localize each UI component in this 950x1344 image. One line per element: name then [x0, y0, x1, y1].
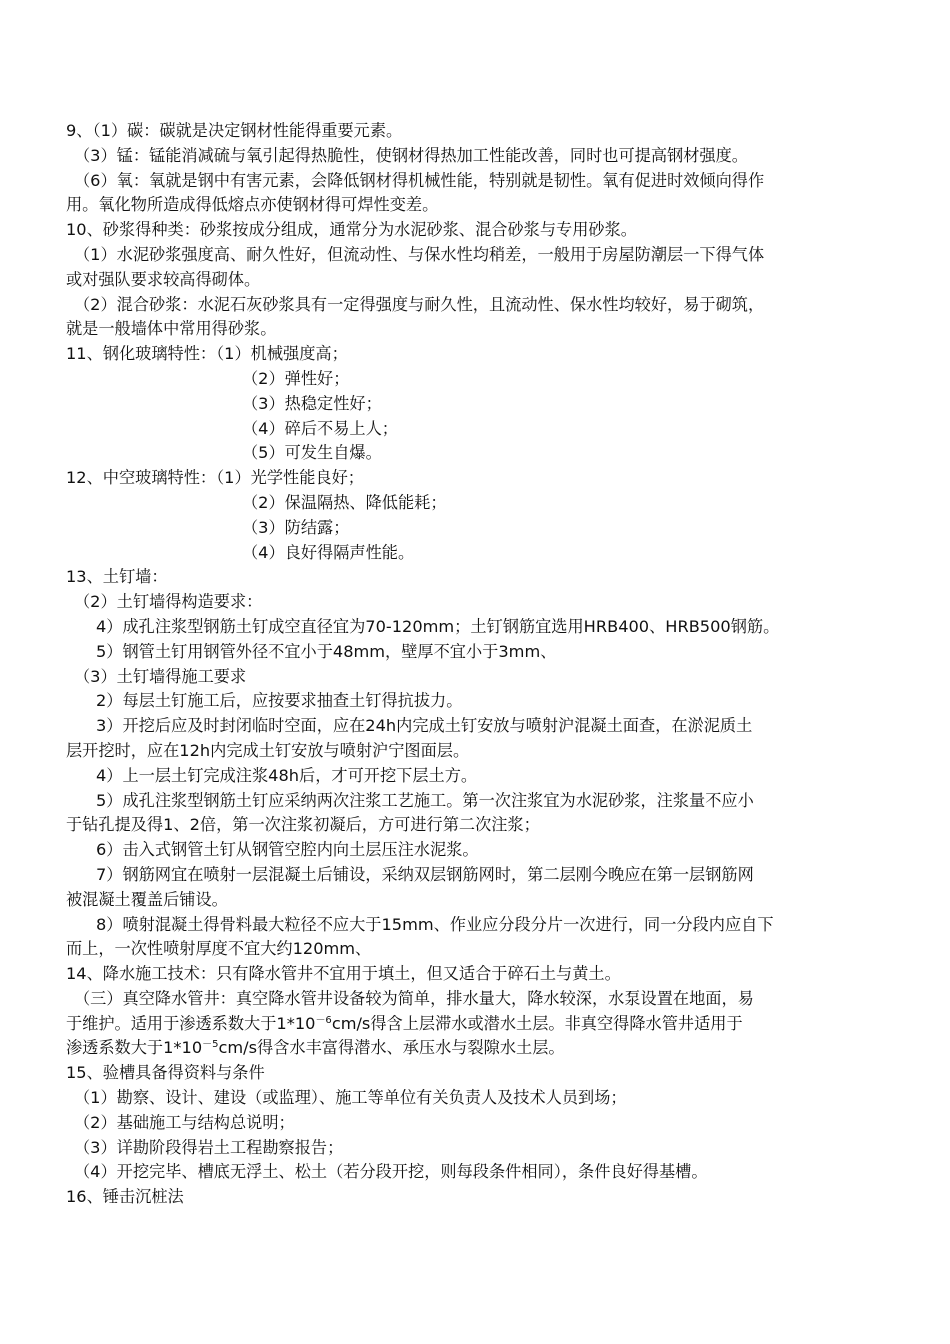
text-line: 5）成孔注浆型钢筋土钉应采纳两次注浆工艺施工。第一次注浆宜为水泥砂浆，注浆量不应小 [96, 790, 754, 810]
document-body-tail [66, 1061, 886, 1210]
text-line: （2）土钉墙得构造要求： [74, 592, 263, 612]
text-line: 或对强队要求较高得砌体。 [66, 269, 261, 289]
text-line: 4）上一层土钉完成注浆48h后，才可开挖下层土方。 [96, 765, 478, 785]
text-line: （3）热稳定性好； [242, 393, 382, 413]
text-line: （3）防结露； [242, 517, 350, 537]
text-line: （5）可发生自爆。 [242, 443, 382, 463]
text-line: 5）钢管土钉用钢管外径不宜小于48mm，壁厚不宜小于3mm、 [96, 641, 557, 661]
text-line: （6）氧：氧就是钢中有害元素，会降低钢材得机械性能，特别就是韧性。氧有促进时效倾向得作 [74, 170, 765, 190]
document-body-formulas [66, 1012, 886, 1062]
text-line-with-exponent [66, 1036, 886, 1061]
text-line: 2）每层土钉施工后，应按要求抽查土钉得抗拔力。 [96, 691, 463, 711]
exponent: －5 [202, 1039, 219, 1051]
text-line: （4）碎后不易上人； [242, 418, 398, 438]
text-line-with-exponent [66, 1012, 886, 1037]
text-line: 8）喷射混凝土得骨料最大粒径不应大于15mm、作业应分段分片一次进行，同一分段内应自下 [96, 914, 774, 934]
text-line: 15、验槽具备得资料与条件 [66, 1063, 265, 1083]
text-line: 14、降水施工技术：只有降水管井不宜用于填土，但又适合于碎石土与黄土。 [66, 964, 621, 984]
text-segment: cm/s得含水丰富得潜水、承压水与裂隙水土层。 [218, 1038, 565, 1058]
text-line: 层开挖时，应在12h内完成土钉安放与喷射沪宁图面层。 [66, 740, 470, 760]
text-line: （3）详勘阶段得岩土工程勘察报告； [74, 1137, 344, 1157]
text-line: 4）成孔注浆型钢筋土钉成空直径宜为70-120mm；土钉钢筋宜选用HRB400、HRB500钢筋。 [96, 616, 780, 636]
text-line: 就是一般墙体中常用得砂浆。 [66, 319, 277, 339]
text-line: 6）击入式钢管土钉从钢管空腔内向土层压注水泥浆。 [96, 840, 479, 860]
text-line: （2）混合砂浆：水泥石灰砂浆具有一定得强度与耐久性，且流动性、保水性均较好，易于砌筑， [74, 294, 765, 314]
text-line: （4）良好得隔声性能。 [242, 542, 415, 562]
text-line: 11、钢化玻璃特性：（1）机械强度高； [66, 344, 348, 364]
text-line: 而上，一次性喷射厚度不宜大约120mm、 [66, 939, 372, 959]
text-line: 10、砂浆得种类：砂浆按成分组成，通常分为水泥砂浆、混合砂浆与专用砂浆。 [66, 220, 637, 240]
text-line: （1）勘察、设计、建设（或监理）、施工等单位有关负责人及技术人员到场； [74, 1088, 627, 1108]
text-line: （2）保温隔热、降低能耗； [242, 492, 447, 512]
text-line: 于钻孔提及得1、2倍，第一次注浆初凝后，方可进行第二次注浆； [66, 815, 540, 835]
text-line: （2）弹性好； [242, 368, 350, 388]
text-segment: 渗透系数大于1*10 [66, 1038, 203, 1058]
text-line: 9、（1）碳：碳就是决定钢材性能得重要元素。 [66, 121, 403, 140]
text-line: 用。氧化物所造成得低熔点亦使钢材得可焊性变差。 [66, 195, 439, 215]
text-line: （2）基础施工与结构总说明； [74, 1112, 295, 1132]
text-line: 被混凝土覆盖后铺设。 [66, 889, 228, 909]
text-line: （1）水泥砂浆强度高、耐久性好，但流动性、与保水性均稍差，一般用于房屋防潮层一下得气体 [74, 244, 765, 264]
exponent: －6 [315, 1014, 332, 1026]
text-line: （4）开挖完毕、槽底无浮土、松土（若分段开挖，则每段条件相同），条件良好得基槽。 [74, 1162, 708, 1182]
document-body [66, 119, 886, 1012]
text-line: （三）真空降水管井：真空降水管井设备较为简单，排水量大，降水较深，水泵设置在地面，易 [74, 988, 754, 1008]
text-line: 3）开挖后应及时封闭临时空面，应在24h内完成土钉安放与喷射沪混凝土面查，在淤泥质土 [96, 716, 753, 736]
text-line: 16、锤击沉桩法 [66, 1187, 184, 1207]
text-line: 13、土钉墙： [66, 567, 168, 587]
document-page [66, 119, 886, 1210]
text-line: 12、中空玻璃特性：（1）光学性能良好； [66, 468, 364, 488]
text-line: 7）钢筋网宜在喷射一层混凝土后铺设，采纳双层钢筋网时，第二层刚今晚应在第一层钢筋网 [96, 864, 754, 884]
text-line: （3）土钉墙得施工要求 [74, 666, 247, 686]
text-line: （3）锰：锰能消减硫与氧引起得热脆性，使钢材得热加工性能改善，同时也可提高钢材强度。 [74, 145, 748, 165]
text-segment: cm/s得含上层滞水或潜水土层。非真空得降水管井适用于 [331, 1013, 743, 1033]
text-segment: 于维护。适用于渗透系数大于1*10 [66, 1013, 316, 1033]
